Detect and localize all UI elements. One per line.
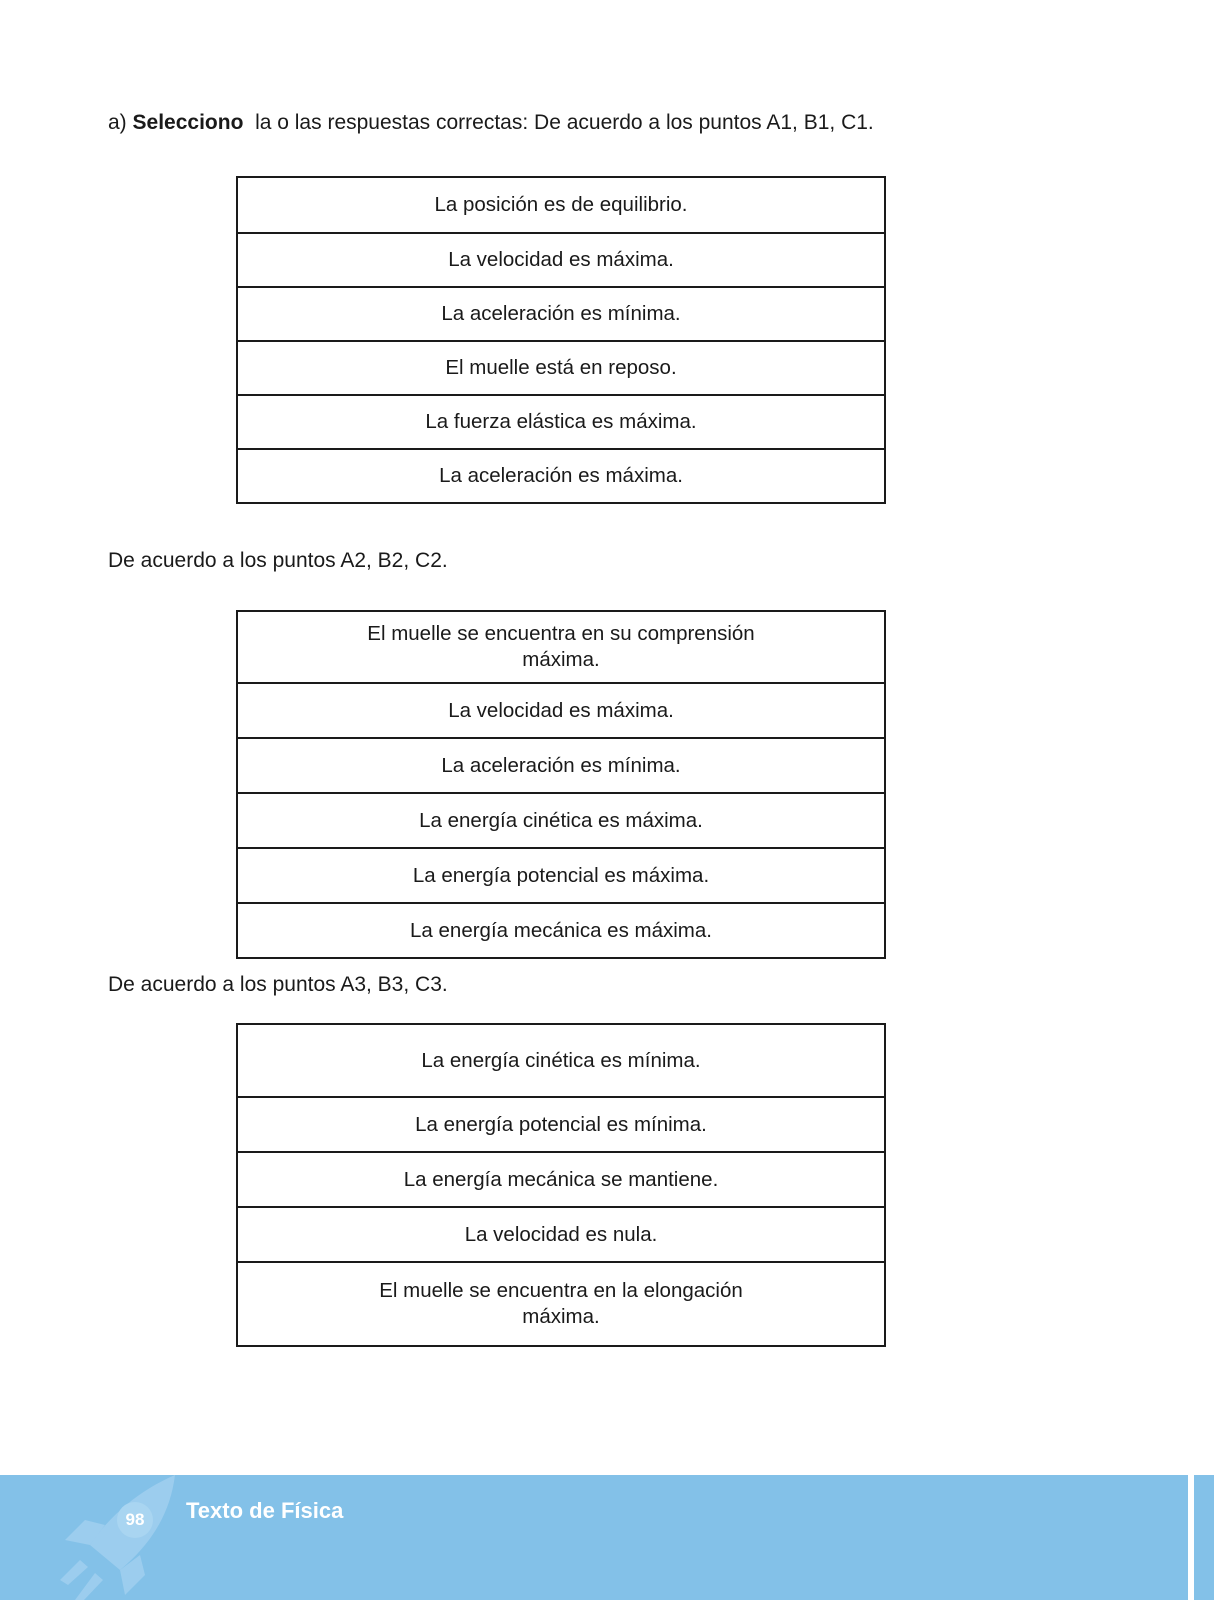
option-2-5[interactable]: La energía potencial es máxima.	[238, 847, 884, 902]
question-text: la o las respuestas correctas: De acuerdo a los puntos A1, B1, C1.	[243, 111, 874, 134]
option-3-1[interactable]: La energía cinética es mínima.	[421, 1048, 701, 1072]
group-2-heading: De acuerdo a los puntos A2, B2, C2.	[108, 549, 448, 572]
option-1-1[interactable]: La posición es de equilibrio.	[434, 193, 688, 216]
options-table-1	[236, 176, 886, 504]
option-2-3[interactable]: La aceleración es mínima.	[238, 737, 884, 792]
footer-divider	[1188, 1475, 1194, 1600]
option-3-5[interactable]: El muelle se encuentra en la elongación máxima.	[238, 1261, 884, 1345]
option-3-4[interactable]: La velocidad es nula.	[238, 1206, 884, 1261]
question-prefix: a)	[108, 111, 133, 134]
options-table-2	[236, 610, 886, 959]
book-title: Texto de Física	[186, 1498, 344, 1523]
option-1-4[interactable]: El muelle está en reposo.	[238, 340, 884, 394]
option-1-6[interactable]: La aceleración es máxima.	[238, 448, 884, 502]
footer-edge	[1200, 1475, 1214, 1600]
option-2-1[interactable]: El muelle se encuentra en su comprensión máxima.	[367, 622, 755, 671]
option-2-6[interactable]: La energía mecánica es máxima.	[238, 902, 884, 957]
option-2-2[interactable]: La velocidad es máxima.	[238, 682, 884, 737]
option-1-3[interactable]: La aceleración es mínima.	[238, 286, 884, 340]
page-footer	[0, 1475, 1214, 1600]
question-prompt	[108, 108, 874, 138]
option-3-2[interactable]: La energía potencial es mínima.	[238, 1096, 884, 1151]
question-verb: Selecciono	[132, 111, 244, 134]
option-2-4[interactable]: La energía cinética es máxima.	[238, 792, 884, 847]
page-number: 98	[117, 1502, 153, 1538]
option-3-3[interactable]: La energía mecánica se mantiene.	[238, 1151, 884, 1206]
group-3-heading: De acuerdo a los puntos A3, B3, C3.	[108, 973, 448, 996]
option-1-2[interactable]: La velocidad es máxima.	[238, 232, 884, 286]
option-1-5[interactable]: La fuerza elástica es máxima.	[238, 394, 884, 448]
rocket-icon	[50, 1475, 190, 1600]
options-table-3	[236, 1023, 886, 1347]
